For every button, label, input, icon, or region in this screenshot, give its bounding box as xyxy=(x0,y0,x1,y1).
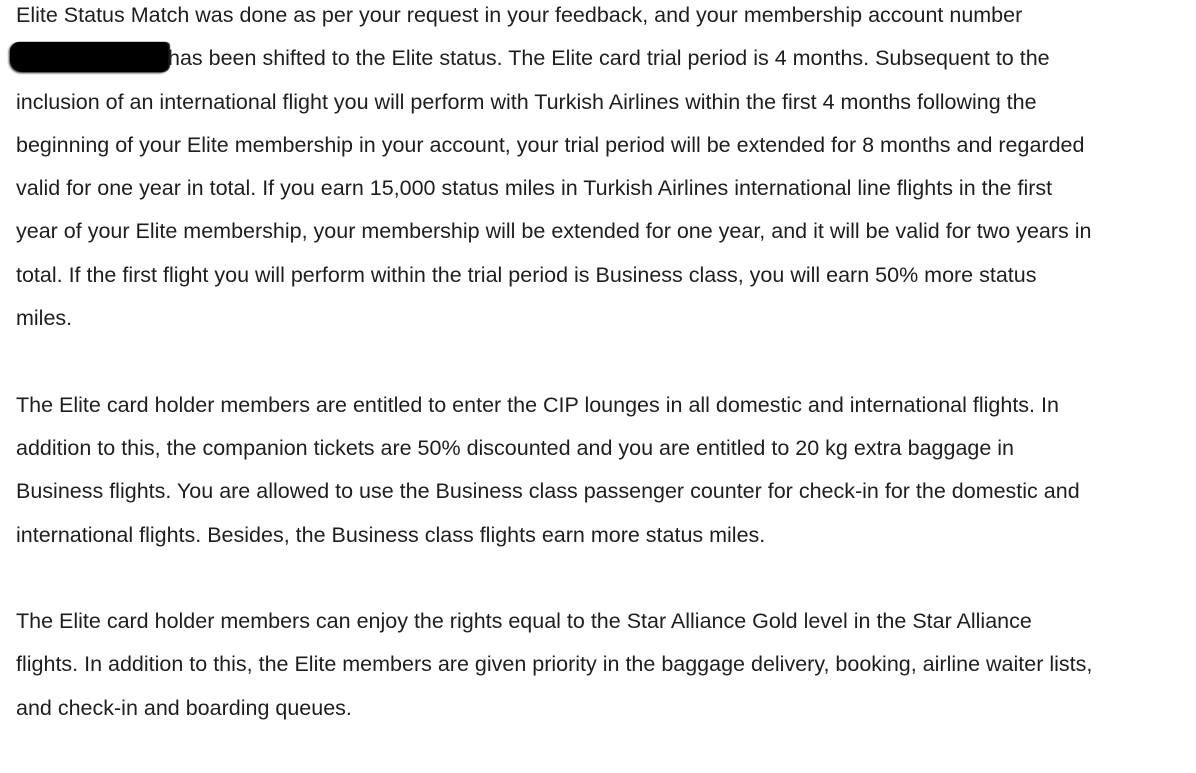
text-line: Elite Status Match was done as per your request in your feedback, and your membership account number xyxy=(16,3,1023,27)
text-line: flights. In addition to this, the Elite members are given priority in the baggage delivery, booking, airline waiter lists, xyxy=(16,652,1093,677)
text-line: and check-in and boarding queues. xyxy=(16,695,352,720)
text-line: total. If the first flight you will perform within the trial period is Business class, you will earn 50% more status xyxy=(16,262,1037,287)
text-line: addition to this, the companion tickets are 50% discounted and you are entitled to 20 kg extra baggage in xyxy=(16,435,1015,460)
paragraph-status-match xyxy=(16,0,1196,340)
text-line: beginning of your Elite membership in your account, your trial period will be extended for 8 months and regarded xyxy=(16,132,1085,157)
text-line: has been shifted to the Elite status. The Elite card trial period is 4 months. Subsequent to the xyxy=(168,46,1050,71)
text-line-with-redaction xyxy=(16,37,1196,80)
text-line: inclusion of an international flight you will perform with Turkish Airlines within the first 4 months following the xyxy=(16,89,1037,114)
paragraph-star-alliance xyxy=(16,600,1196,730)
text-line: The Elite card holder members are entitled to enter the CIP lounges in all domestic and international flights. In xyxy=(16,392,1059,417)
text-line: The Elite card holder members can enjoy the rights equal to the Star Alliance Gold level in the Star Alliance xyxy=(16,609,1032,634)
text-line: valid for one year in total. If you earn 15,000 status miles in Turkish Airlines international line flights in the first xyxy=(16,176,1053,201)
text-line: miles. xyxy=(16,306,73,331)
paragraph-elite-benefits xyxy=(16,384,1196,557)
redacted-account-number xyxy=(10,42,168,72)
document-body xyxy=(16,0,1196,773)
text-line: Business flights. You are allowed to use the Business class passenger counter for check-in for the domestic and xyxy=(16,479,1080,504)
text-line: year of your Elite membership, your membership will be extended for one year, and it will be valid for two years in xyxy=(16,219,1092,244)
text-line: international flights. Besides, the Business class flights earn more status miles. xyxy=(16,522,766,547)
